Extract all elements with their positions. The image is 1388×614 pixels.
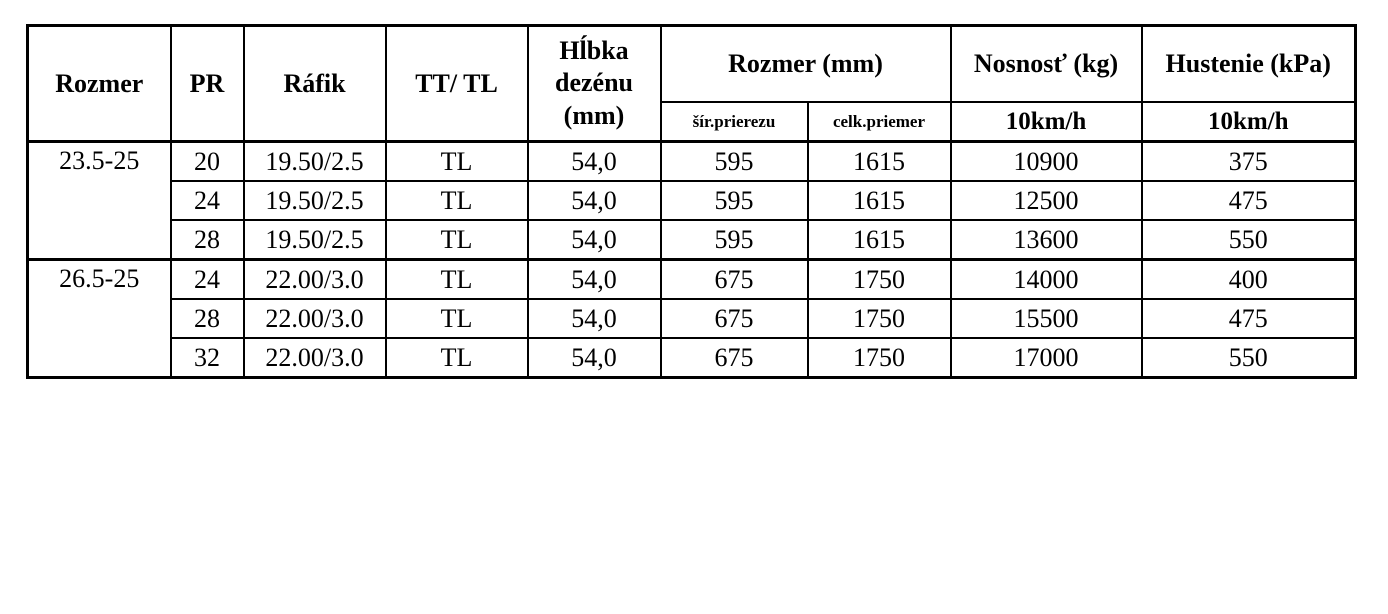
load-cell: 15500 (951, 299, 1142, 338)
pressure-cell: 375 (1142, 142, 1356, 182)
diameter-cell: 1615 (808, 142, 951, 182)
depth-cell: 54,0 (528, 142, 661, 182)
table-row (28, 220, 1356, 260)
width-cell: 675 (661, 260, 808, 300)
size-cell: 23.5-25 (28, 142, 171, 260)
table-row (28, 299, 1356, 338)
width-cell: 675 (661, 299, 808, 338)
table-body (28, 142, 1356, 378)
header-section-width: šír.prierezu (661, 102, 808, 142)
pressure-cell: 400 (1142, 260, 1356, 300)
diameter-cell: 1750 (808, 338, 951, 378)
tt-tl-cell: TL (386, 260, 528, 300)
width-cell: 595 (661, 181, 808, 220)
header-load-speed: 10km/h (951, 102, 1142, 142)
table-row (28, 338, 1356, 378)
header-tread-depth-line2: dezénu (555, 68, 633, 98)
rim-cell: 22.00/3.0 (244, 260, 386, 300)
depth-cell: 54,0 (528, 220, 661, 260)
pr-cell: 32 (171, 338, 244, 378)
diameter-cell: 1615 (808, 220, 951, 260)
pr-cell: 28 (171, 299, 244, 338)
load-cell: 12500 (951, 181, 1142, 220)
load-cell: 10900 (951, 142, 1142, 182)
header-size: Rozmer (28, 26, 171, 142)
pressure-cell: 550 (1142, 338, 1356, 378)
pressure-cell: 475 (1142, 299, 1356, 338)
header-pressure: Hustenie (kPa) (1142, 26, 1356, 103)
tire-spec-table (26, 24, 1357, 379)
header-load: Nosnosť (kg) (951, 26, 1142, 103)
rim-cell: 19.50/2.5 (244, 181, 386, 220)
header-rim: Ráfik (244, 26, 386, 142)
tt-tl-cell: TL (386, 181, 528, 220)
header-dimensions: Rozmer (mm) (661, 26, 951, 103)
tt-tl-cell: TL (386, 220, 528, 260)
header-pressure-speed: 10km/h (1142, 102, 1356, 142)
depth-cell: 54,0 (528, 338, 661, 378)
diameter-cell: 1750 (808, 299, 951, 338)
width-cell: 595 (661, 142, 808, 182)
size-cell: 26.5-25 (28, 260, 171, 378)
load-cell: 14000 (951, 260, 1142, 300)
pressure-cell: 550 (1142, 220, 1356, 260)
header-tread-depth (528, 26, 661, 142)
table-row (28, 181, 1356, 220)
width-cell: 675 (661, 338, 808, 378)
rim-cell: 22.00/3.0 (244, 299, 386, 338)
header-overall-diameter: celk.priemer (808, 102, 951, 142)
depth-cell: 54,0 (528, 181, 661, 220)
table-row (28, 260, 1356, 300)
rim-cell: 19.50/2.5 (244, 220, 386, 260)
diameter-cell: 1615 (808, 181, 951, 220)
width-cell: 595 (661, 220, 808, 260)
load-cell: 13600 (951, 220, 1142, 260)
diameter-cell: 1750 (808, 260, 951, 300)
rim-cell: 22.00/3.0 (244, 338, 386, 378)
tt-tl-cell: TL (386, 299, 528, 338)
depth-cell: 54,0 (528, 299, 661, 338)
header-tread-depth-unit: (mm) (563, 100, 625, 130)
pr-cell: 20 (171, 142, 244, 182)
pr-cell: 24 (171, 260, 244, 300)
load-cell: 17000 (951, 338, 1142, 378)
rim-cell: 19.50/2.5 (244, 142, 386, 182)
tt-tl-cell: TL (386, 142, 528, 182)
header-tt-tl: TT/ TL (386, 26, 528, 142)
tt-tl-cell: TL (386, 338, 528, 378)
header-pr: PR (171, 26, 244, 142)
pressure-cell: 475 (1142, 181, 1356, 220)
table-row (28, 142, 1356, 182)
depth-cell: 54,0 (528, 260, 661, 300)
table-header (28, 26, 1356, 142)
pr-cell: 24 (171, 181, 244, 220)
pr-cell: 28 (171, 220, 244, 260)
header-tread-depth-line1: Hĺbka (559, 35, 629, 65)
